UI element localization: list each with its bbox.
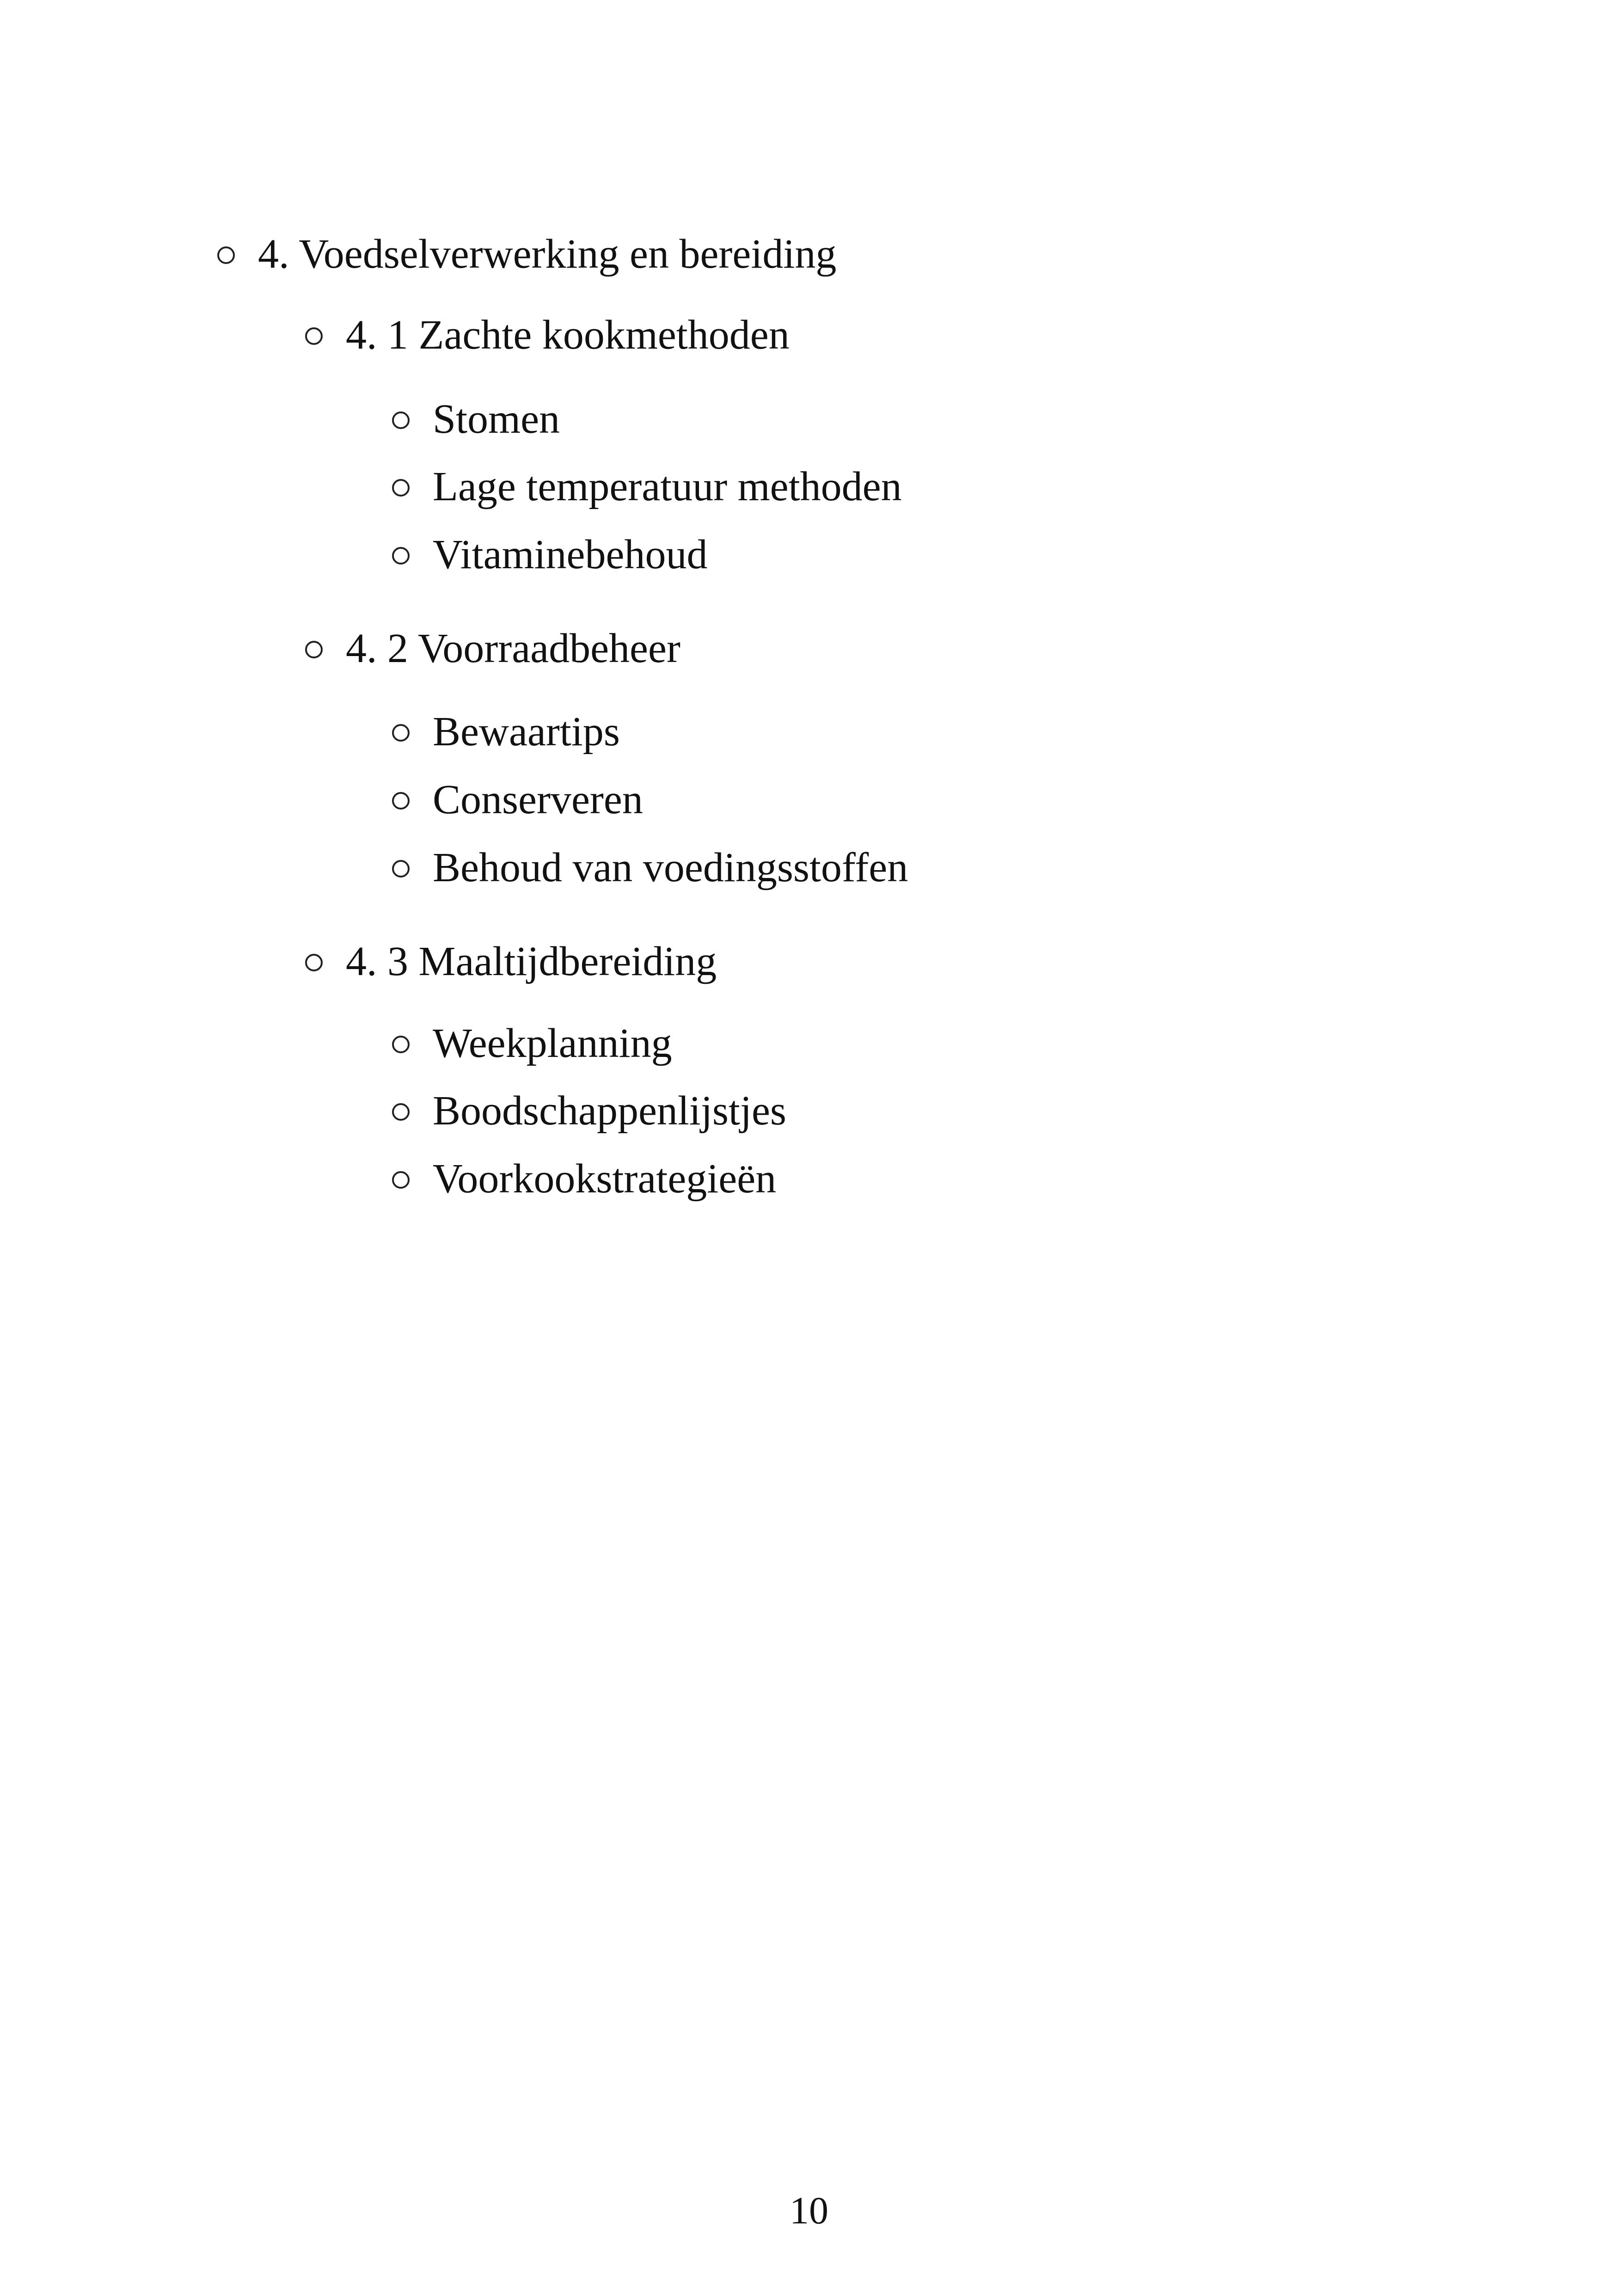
circle-bullet-icon	[392, 547, 410, 565]
outline-subsection-label: 4. 3 Maaltijdbereiding	[346, 939, 717, 984]
outline-list-item	[392, 847, 908, 889]
outline-subsection-item	[305, 628, 680, 669]
circle-bullet-icon	[392, 1103, 410, 1121]
circle-bullet-icon	[392, 1036, 410, 1053]
outline-item-label: Behoud van voedingsstoffen	[433, 845, 908, 890]
outline-subsection-label: 4. 2 Voorraadbeheer	[346, 626, 680, 671]
circle-bullet-icon	[305, 641, 323, 658]
outline-list-item	[392, 711, 620, 753]
outline-list-item	[392, 779, 643, 821]
outline-list-item	[392, 1158, 776, 1200]
circle-bullet-icon	[305, 954, 323, 971]
outline-list-item	[392, 396, 560, 442]
page-number: 10	[790, 2189, 828, 2232]
circle-bullet-icon	[392, 1171, 410, 1189]
circle-bullet-icon	[217, 246, 235, 264]
outline-section-label: 4. Voedselverwerking en bereiding	[258, 231, 837, 277]
outline-item-label: Weekplanning	[433, 1020, 672, 1066]
circle-bullet-icon	[305, 327, 323, 345]
outline-item-label: Stomen	[433, 396, 560, 442]
outline-item-label: Conserveren	[433, 777, 643, 823]
outline-item-label: Boodschappenlijstjes	[433, 1088, 786, 1134]
circle-bullet-icon	[392, 792, 410, 810]
outline-item-label: Voorkookstrategieën	[433, 1156, 777, 1202]
circle-bullet-icon	[392, 724, 410, 742]
outline-list-item	[392, 1020, 672, 1066]
outline-subsection-item	[305, 941, 717, 982]
circle-bullet-icon	[392, 411, 410, 429]
outline-subsection-item	[305, 314, 790, 356]
outline-section-item	[217, 233, 836, 275]
outline-item-label: Vitaminebehoud	[433, 532, 708, 577]
outline-list-item	[392, 466, 902, 508]
outline-item-label: Lage temperatuur methoden	[433, 464, 902, 510]
outline-list-item	[392, 534, 707, 576]
circle-bullet-icon	[392, 479, 410, 497]
outline-item-label: Bewaartips	[433, 709, 620, 755]
circle-bullet-icon	[392, 860, 410, 878]
outline-list-item	[392, 1090, 786, 1132]
outline-subsection-label: 4. 1 Zachte kookmethoden	[346, 312, 790, 358]
